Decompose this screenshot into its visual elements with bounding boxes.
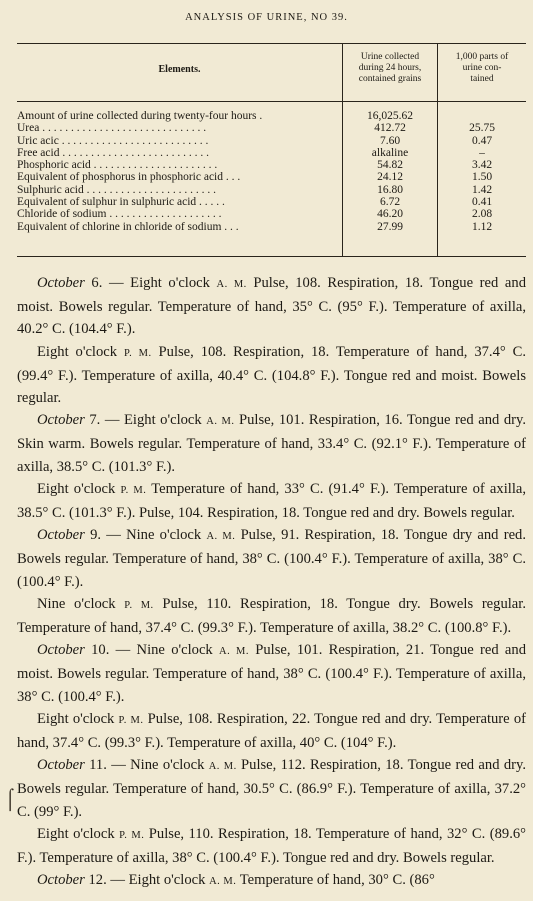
- paragraph: [17, 478, 526, 524]
- table-row: [17, 184, 526, 196]
- date-label: October: [37, 872, 85, 889]
- table-body: [17, 110, 526, 233]
- case-notes: [17, 272, 526, 893]
- time-of-day: A. M.: [208, 761, 237, 773]
- row-per-thousand: 0.47: [471, 134, 493, 147]
- row-per-thousand: 1.50: [471, 171, 493, 184]
- date-label: October: [37, 527, 85, 544]
- paragraph-text: Temperature of hand, 33° C. (91.4° F.). Temperature of axilla, 38.5° C. (101.3° F.). Pulse, 104. Respiration, 18. Tongue red and dry. Bowels regular.: [17, 480, 526, 522]
- row-label: Phosphoric acid . . . . . . . . . . . . . . . . . . . . . .: [17, 159, 218, 172]
- paragraph-text: Pulse, 108. Respiration, 22. Tongue red and dry. Temperature of hand, 37.4° C. (99.3° F.). Temperature of axilla, 40° C. (104° F.).: [17, 710, 526, 752]
- table-row: [17, 159, 526, 171]
- paragraph: [17, 341, 526, 410]
- row-per-thousand: 25.75: [469, 122, 495, 135]
- date-label: October: [37, 275, 85, 291]
- paragraph: [17, 869, 526, 893]
- time-of-day: P. M.: [124, 599, 154, 611]
- running-head: ANALYSIS OF URINE, NO 39.: [185, 12, 348, 23]
- paragraph-lead: 9. — Nine o'clock: [84, 527, 207, 544]
- paragraph-lead: Eight o'clock: [37, 825, 120, 842]
- row-label: Urea . . . . . . . . . . . . . . . . . . . . . . . . . . . . .: [17, 122, 207, 135]
- row-grains: 46.20: [377, 208, 403, 221]
- time-of-day: A. M.: [216, 279, 247, 290]
- paragraph-lead: 7. — Eight o'clock: [84, 412, 207, 429]
- row-label: Free acid . . . . . . . . . . . . . . . . . . . . . . . . . .: [17, 146, 209, 159]
- header-grains-line: during 24 hours,: [358, 63, 422, 73]
- date-label: October: [37, 642, 85, 659]
- paragraph: [17, 754, 526, 823]
- paragraph: [17, 823, 526, 869]
- table-row: [17, 196, 526, 208]
- row-grains: 412.72: [374, 122, 406, 135]
- paragraph-lead: Eight o'clock: [37, 710, 119, 727]
- time-of-day: P. M.: [119, 829, 145, 841]
- row-grains: 24.12: [377, 171, 403, 184]
- row-grains: 54.82: [377, 159, 403, 172]
- date-label: October: [37, 412, 85, 429]
- row-grains: 27.99: [377, 220, 403, 233]
- row-grains: 16,025.62: [367, 110, 413, 122]
- time-of-day: P. M.: [123, 347, 152, 359]
- header-per-thousand-line: 1,000 parts of: [455, 52, 509, 62]
- row-per-thousand: 0.41: [471, 196, 493, 209]
- header-grains-line: Urine collected: [360, 52, 420, 62]
- paragraph: [17, 708, 526, 754]
- table-row: [17, 171, 526, 183]
- paragraph: [17, 639, 526, 708]
- paragraph-text: Pulse, 101. Respiration, 21. Tongue red and moist. Bowels regular. Temperature of hand, 38° C. (100.4° F.). Temperature of axilla, 38° C. (100.4° F.).: [17, 642, 526, 705]
- urine-analysis-table: [17, 43, 526, 257]
- time-of-day: P. M.: [118, 714, 144, 726]
- paragraph-lead: 10. — Nine o'clock: [84, 642, 220, 659]
- paragraph-lead: Eight o'clock: [37, 480, 121, 497]
- paragraph: [17, 409, 526, 478]
- row-label: Equivalent of chlorine in chloride of sodium . . .: [17, 220, 239, 233]
- row-per-thousand: 1.12: [471, 220, 493, 233]
- row-grains: 7.60: [379, 134, 401, 147]
- paragraph-lead: 6. — Eight o'clock: [84, 275, 217, 291]
- row-label: Amount of urine collected during twenty-four hours .: [17, 110, 263, 122]
- paragraph-text: Temperature of hand, 30° C. (86°: [236, 872, 435, 889]
- paragraph-text: Pulse, 91. Respiration, 18. Tongue dry and red. Bowels regular. Temperature of hand, 38° C. (100.4° F.). Temperature of axilla, 38° C. (100.4° F.).: [17, 527, 526, 590]
- time-of-day: A. M.: [209, 876, 237, 888]
- header-per-thousand-line: urine con-: [462, 63, 502, 73]
- row-label: Uric acic . . . . . . . . . . . . . . . . . . . . . . . . . .: [17, 134, 209, 147]
- paragraph-text: Pulse, 101. Respiration, 16. Tongue red and dry. Skin warm. Bowels regular. Temperature of hand, 33.4° C. (92.1° F.). Temperature of axilla, 38.5° C. (101.3° F.).: [17, 412, 527, 475]
- header-elements: Elements.: [158, 64, 201, 75]
- date-label: October: [37, 757, 85, 774]
- paragraph-text: Pulse, 112. Respiration, 18. Tongue red and dry. Bowels regular. Temperature of hand, 30.5° C. (86.9° F.). Temperature of axilla, 37.2° C. (99° F.).: [17, 757, 526, 820]
- row-label: Sulphuric acid . . . . . . . . . . . . . . . . . . . . . . .: [17, 183, 216, 196]
- paragraph-lead: Nine o'clock: [37, 595, 125, 612]
- paragraph-text: Pulse, 110. Respiration, 18. Tongue dry. Bowels regular. Temperature of hand, 37.4° C. (99.3° F.). Temperature of axilla, 38.2° C. (100.8° F.).: [17, 595, 526, 637]
- paragraph-text: Pulse, 108. Respiration, 18. Tongue red and moist. Bowels regular. Temperature of hand, 35° C. (95° F.). Temperature of axilla, 40.2° C. (104.4° F.).: [17, 275, 526, 338]
- table-row: [17, 135, 526, 147]
- paragraph: [17, 593, 526, 639]
- table-row: [17, 110, 526, 122]
- row-per-thousand: –: [479, 146, 485, 159]
- table-row: [17, 208, 526, 220]
- row-grains: alkaline: [371, 146, 409, 159]
- paragraph-text: Pulse, 108. Respiration, 18. Temperature of hand, 37.4° C. (99.4° F.). Temperature of axilla, 40.4° C. (104.8° F.). Tongue red and moist. Bowels regular.: [17, 343, 526, 407]
- row-label: Chloride of sodium . . . . . . . . . . . . . . . . . . . .: [17, 208, 222, 221]
- paragraph-lead: 11. — Nine o'clock: [84, 757, 209, 774]
- row-label: Equivalent of phosphorus in phosphoric acid . . .: [17, 171, 241, 184]
- row-per-thousand: 2.08: [471, 208, 493, 221]
- time-of-day: A. M.: [206, 531, 236, 543]
- row-grains: 16.80: [377, 183, 403, 196]
- header-grains-line: contained grains: [358, 74, 422, 84]
- row-grains: 6.72: [379, 196, 401, 209]
- paragraph: [17, 524, 526, 593]
- header-grains-24h: [343, 52, 437, 85]
- table-row: [17, 221, 526, 233]
- paragraph: [17, 272, 526, 341]
- row-label: Equivalent of sulphur in sulphuric acid . . . . .: [17, 196, 225, 209]
- time-of-day: A. M.: [219, 646, 249, 658]
- header-per-thousand: [438, 52, 526, 85]
- paragraph-lead: 12. — Eight o'clock: [84, 872, 210, 889]
- row-per-thousand: 3.42: [471, 159, 493, 172]
- margin-bracket-mark: ⌠: [4, 788, 17, 810]
- time-of-day: A. M.: [206, 416, 235, 428]
- table-row: [17, 122, 526, 134]
- time-of-day: P. M.: [120, 484, 147, 496]
- paragraph-text: Pulse, 110. Respiration, 18. Temperature of hand, 32° C. (89.6° F.). Temperature of axilla, 38° C. (100.4° F.). Tongue red and dry. Bowels regular.: [17, 825, 526, 867]
- row-per-thousand: 1.42: [471, 183, 493, 196]
- table-header: [17, 44, 526, 102]
- paragraph-lead: Eight o'clock: [37, 343, 124, 360]
- header-per-thousand-line: tained: [470, 74, 494, 84]
- table-row: [17, 147, 526, 159]
